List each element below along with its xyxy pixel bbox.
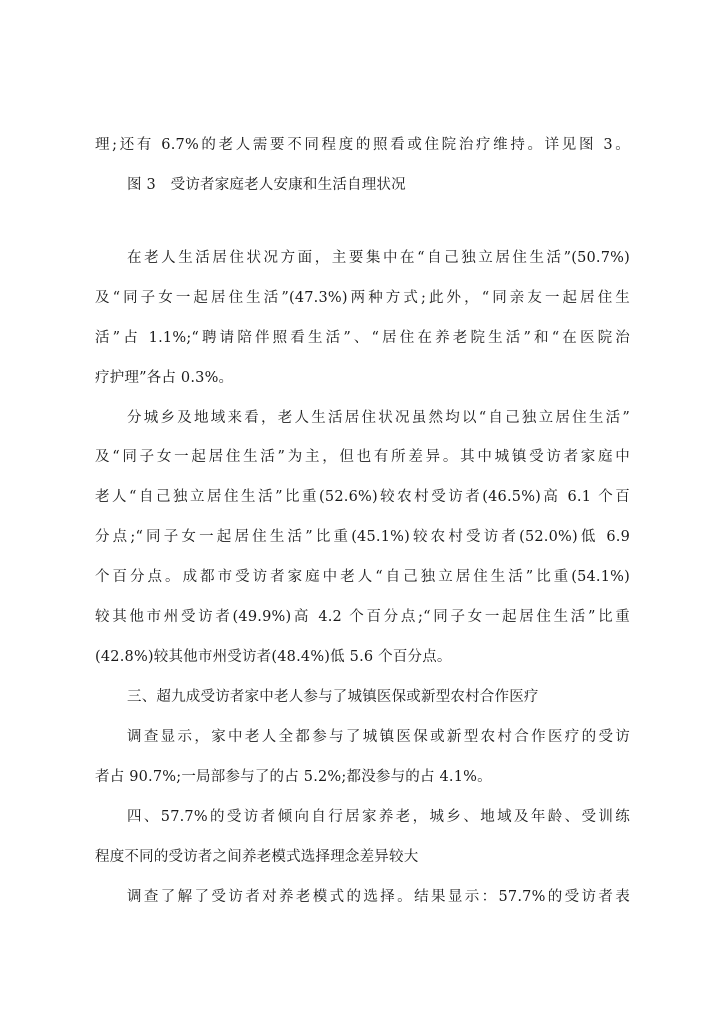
text-line: 在老人生活居住状况方面，主要集中在“自己独立居住生活”(50.7%) [127,250,630,266]
section-heading: 四、57.7%的受访者倾向自行居家养老，城乡、地域及年龄、受训练 [127,809,630,825]
text-line: 活”占 1.1%;“聘请陪伴照看生活”、“居住在养老院生活”和“在医院治 [95,330,630,346]
text-line: 个百分点。成都市受访者家庭中老人“自己独立居住生活”比重(54.1%) [95,569,630,585]
text-line: 调查了解了受访者对养老模式的选择。结果显示：57.7%的受访者表 [127,889,630,905]
text-line: 老人“自己独立居住生活”比重(52.6%)较农村受访者(46.5%)高 6.1 个百 [95,489,630,505]
text-line: 及“同子女一起居住生活”为主，但也有所差异。其中城镇受访者家庭中 [95,449,630,465]
figure-caption: 图 3 受访者家庭老人安康和生活自理状况 [127,177,406,193]
text-line: 分城乡及地域来看，老人生活居住状况虽然均以“自己独立居住生活” [127,410,630,426]
text-line: 较其他市州受访者(49.9%)高 4.2 个百分点;“同子女一起居住生活”比重 [95,609,630,625]
text-line: (42.8%)较其他市州受访者(48.4%)低 5.6 个百分点。 [95,649,452,665]
text-line: 理;还有 6.7%的老人需要不同程度的照看或住院治疗维持。详见图 3。 [95,137,630,153]
text-line: 分点;“同子女一起居住生活”比重(45.1%)较农村受访者(52.0%)低 6.9 [95,529,630,545]
section-heading: 三、超九成受访者家中老人参与了城镇医保或新型农村合作医疗 [127,689,539,705]
section-heading: 程度不同的受访者之间养老模式选择理念差异较大 [95,849,419,865]
text-line: 及“同子女一起居住生活”(47.3%)两种方式;此外，“同亲友一起居住生 [95,290,630,306]
text-line: 疗护理”各占 0.3%。 [95,370,234,386]
text-line: 调查显示，家中老人全都参与了城镇医保或新型农村合作医疗的受访 [127,729,630,745]
text-line: 者占 90.7%;一局部参与了的占 5.2%;都没参与的占 4.1%。 [95,769,492,785]
